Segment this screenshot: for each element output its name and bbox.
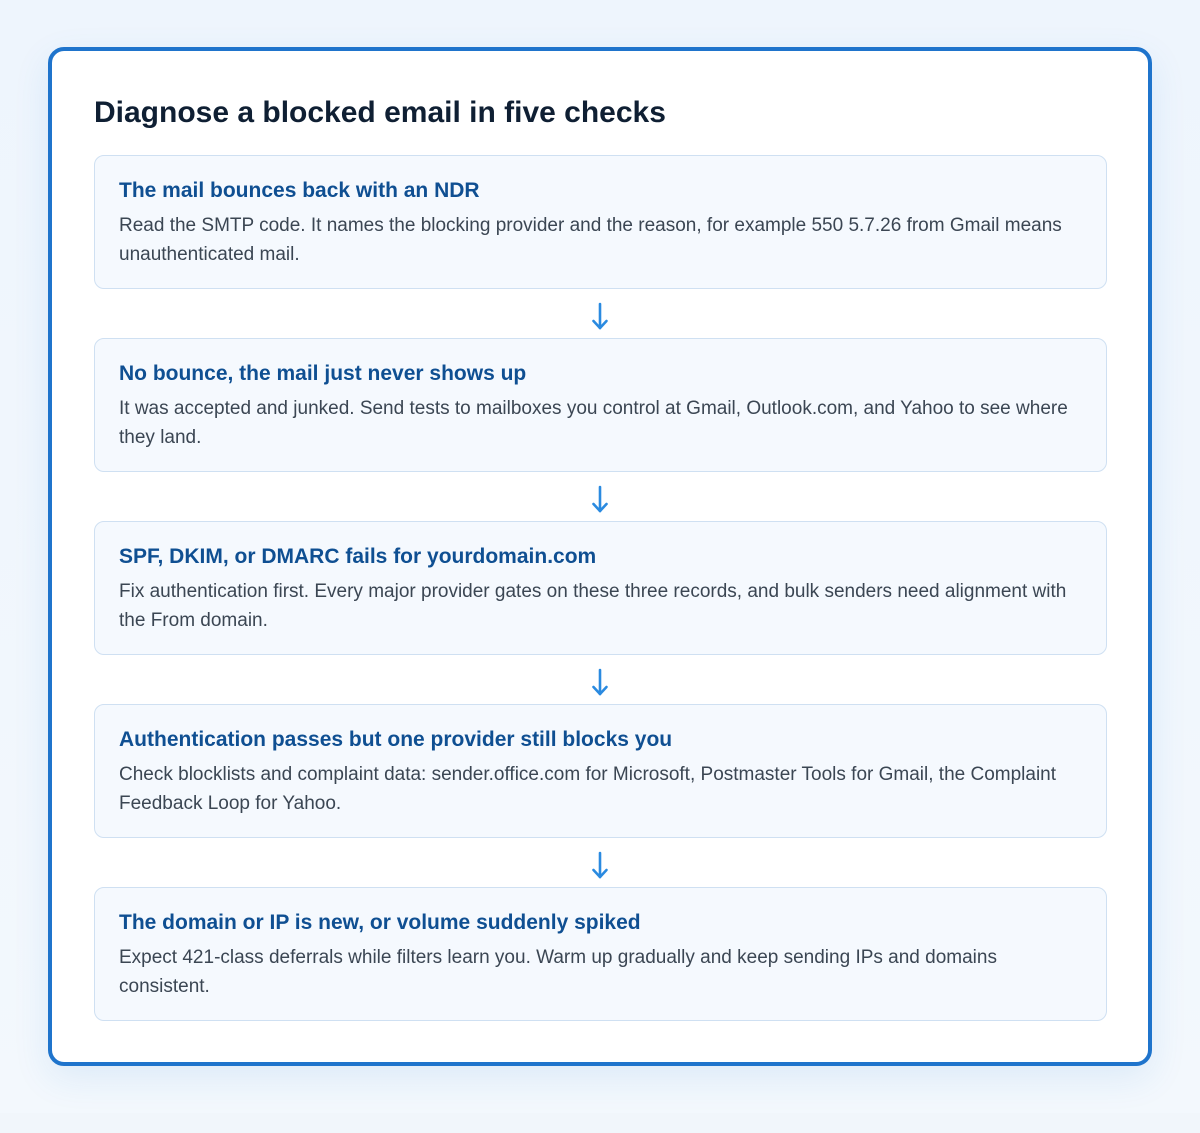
step-1-body: Read the SMTP code. It names the blocking provider and the reason, for example 550 5.7.26 from Gmail means unauthenticated mail. <box>119 215 1062 265</box>
page-footer-strip <box>0 1113 1200 1133</box>
step-5 <box>94 887 1107 1021</box>
down-arrow-icon <box>590 667 610 699</box>
step-3-heading: SPF, DKIM, or DMARC fails for yourdomain.com <box>119 545 597 568</box>
page-title: Diagnose a blocked email in five checks <box>94 96 666 129</box>
down-arrow-icon <box>590 484 610 516</box>
step-4 <box>94 704 1107 838</box>
step-1 <box>94 155 1107 289</box>
step-3 <box>94 521 1107 655</box>
step-2-body: It was accepted and junked. Send tests to mailboxes you control at Gmail, Outlook.com, and Yahoo to see where they land. <box>119 398 1068 448</box>
flowchart-card <box>48 47 1152 1066</box>
step-3-body: Fix authentication first. Every major provider gates on these three records, and bulk senders need alignment with the From domain. <box>119 581 1067 631</box>
step-4-heading: Authentication passes but one provider still blocks you <box>119 728 673 751</box>
step-2-heading: No bounce, the mail just never shows up <box>119 362 527 385</box>
down-arrow-icon <box>590 301 610 333</box>
step-2 <box>94 338 1107 472</box>
step-5-body: Expect 421-class deferrals while filters learn you. Warm up gradually and keep sending IPs and domains consistent. <box>119 947 997 997</box>
step-5-heading: The domain or IP is new, or volume suddenly spiked <box>119 911 641 934</box>
down-arrow-icon <box>590 850 610 882</box>
step-1-heading: The mail bounces back with an NDR <box>119 179 480 202</box>
step-4-body: Check blocklists and complaint data: sender.office.com for Microsoft, Postmaster Tools for Gmail, the Complaint Feedback Loop for Yahoo. <box>119 764 1057 814</box>
